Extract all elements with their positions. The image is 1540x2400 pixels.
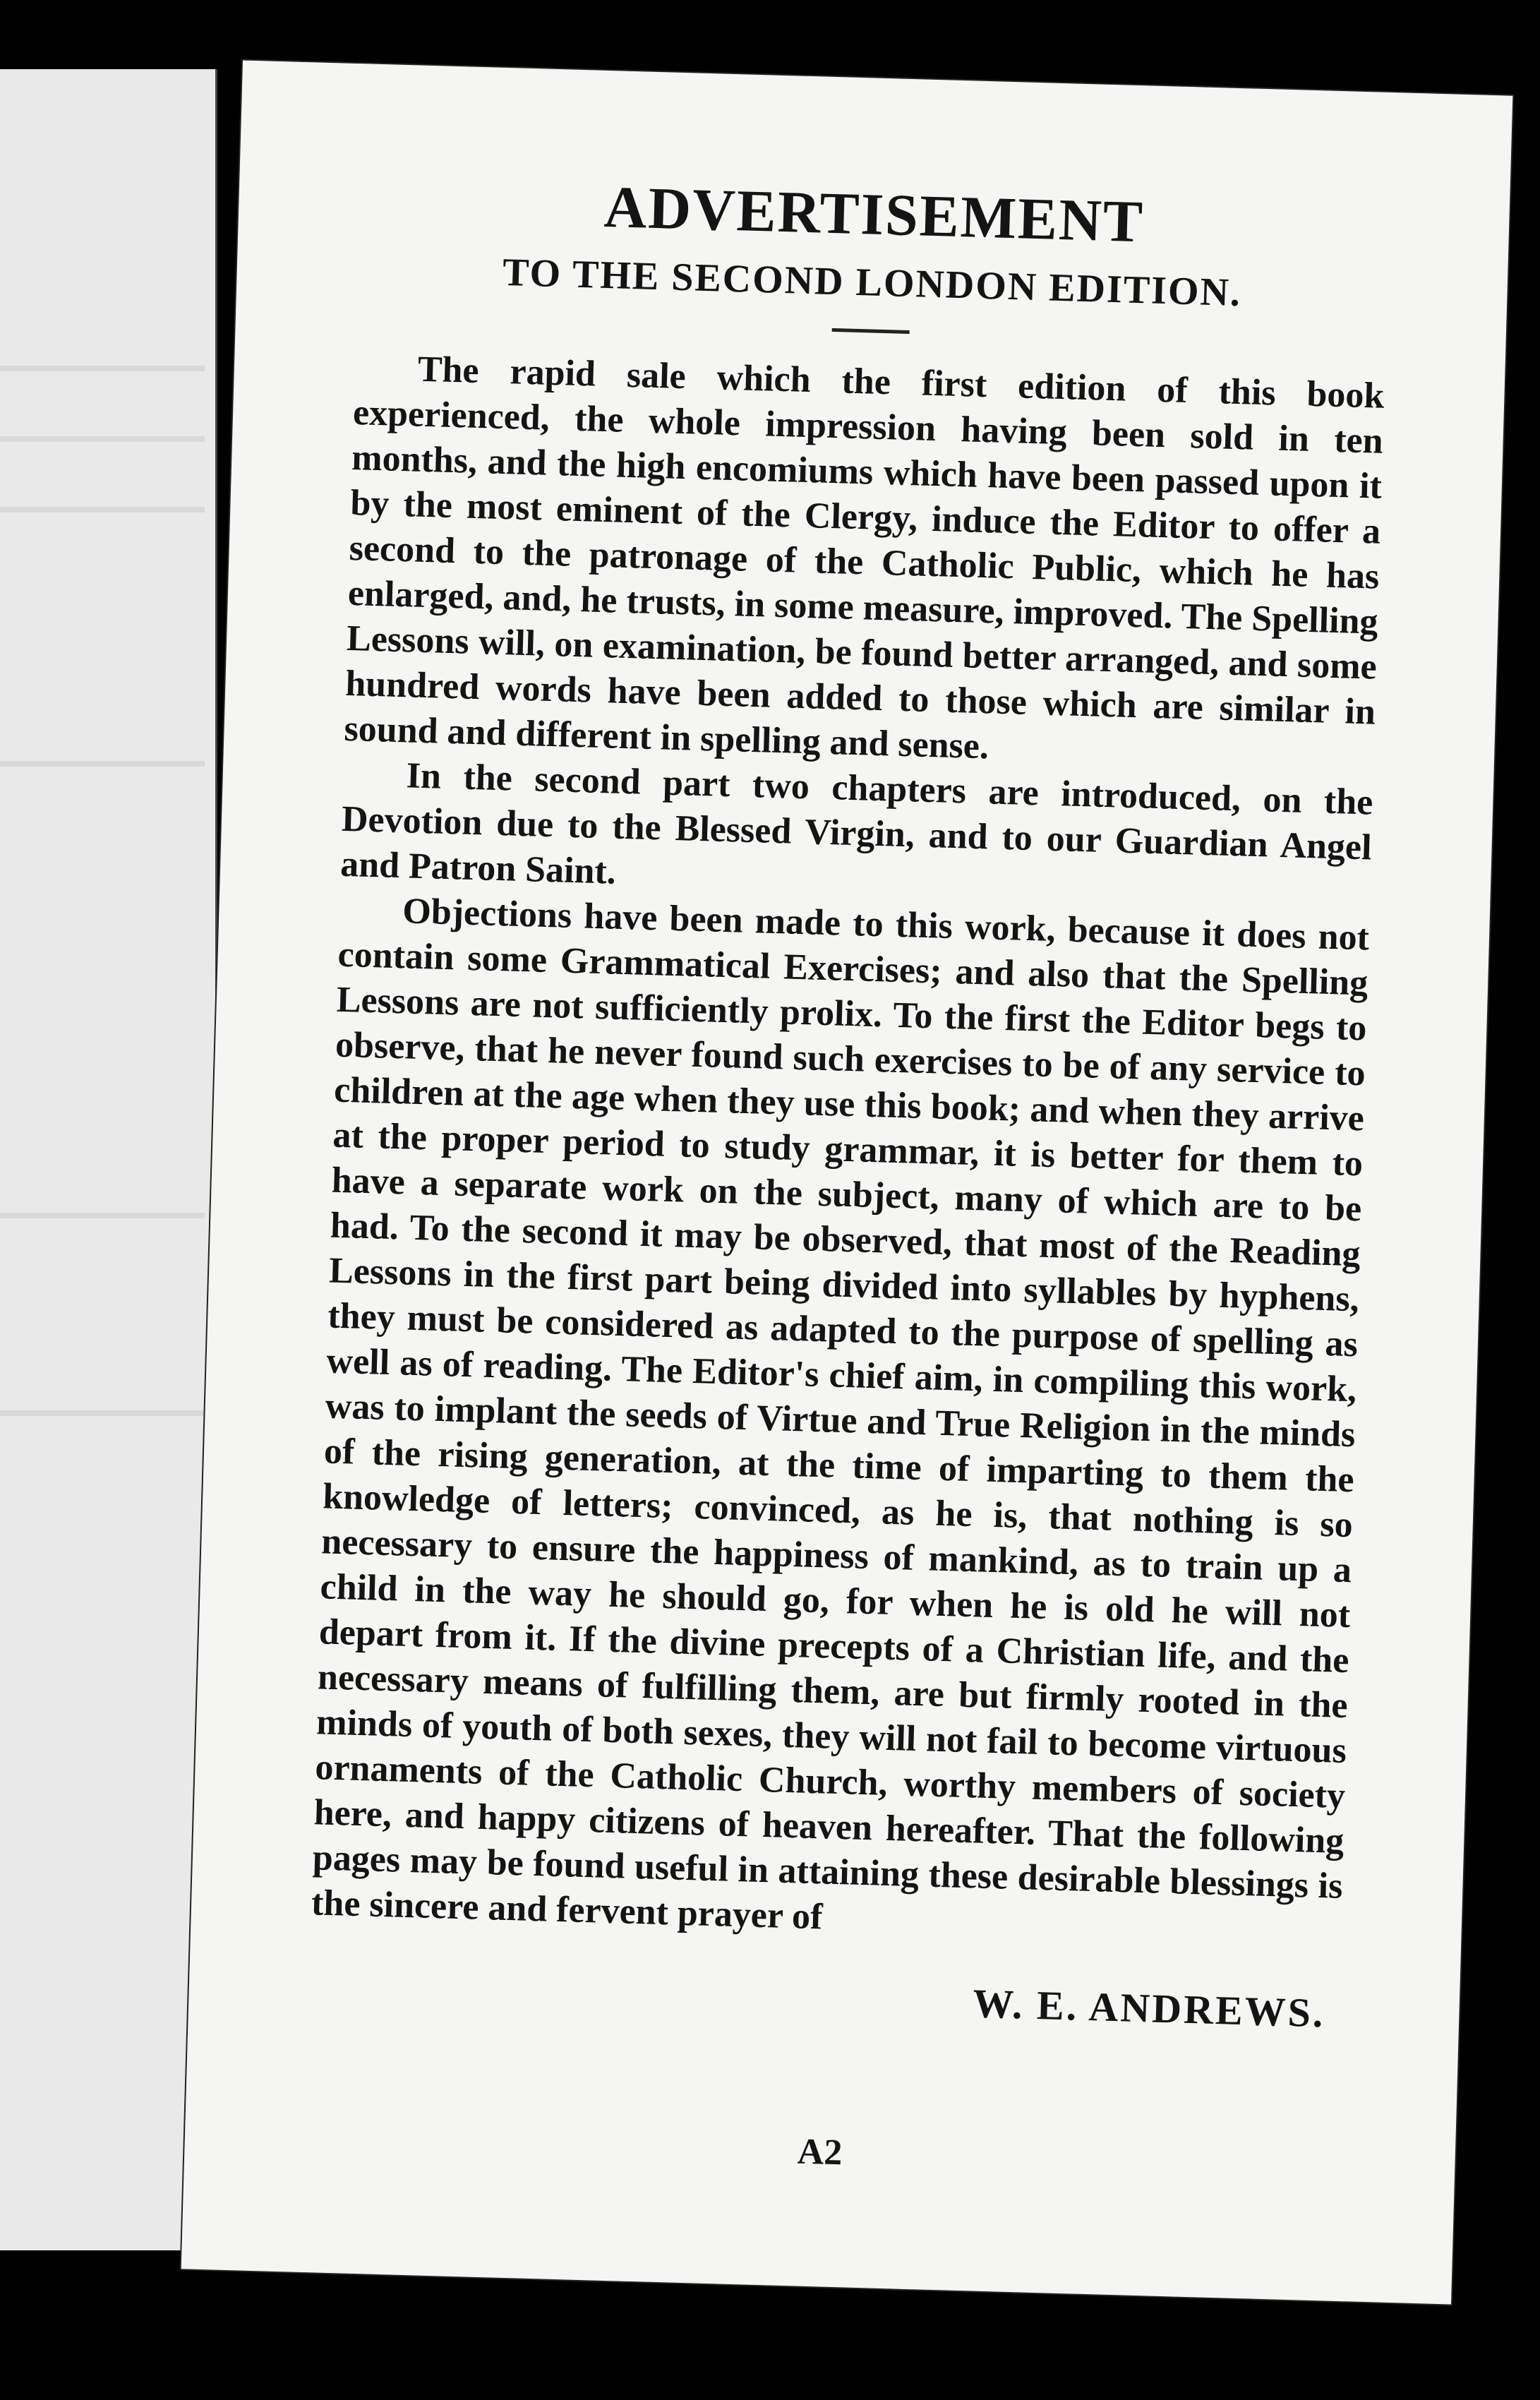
page-title: ADVERTISEMENT: [603, 174, 1145, 256]
paragraph-2: In the second part two chapters are introduced, on the Devotion due to the Blessed Virgin, and to our Guardian Angel and Patron Saint.: [339, 755, 1374, 892]
title-rule: [832, 328, 910, 334]
paragraph-3: Objections have been made to this work, because it does not contain some Grammatical Exercises; and also that the Spelling Lessons are not sufficiently prolix. To the first the Editor begs to observe, that he never found such exercises to be of any service to children at the age when they use this book; and when they arrive at the proper period to study grammar, it is better for them to have a separate work on the subject, many of which are to be had. To the second it may be observed, that most of the Reading Lessons in the first part being divided into syllables by hyphens, they must be considered as adapted to the purpose of spelling as well as of reading. The Editor's chief aim, in compiling this work, was to implant the seeds of Virtue and True Religion in the minds of the rising generation, at the time of imparting to them the knowledge of letters; convinced, as he is, that nothing is so necessary to ensure the happiness of mankind, as to train up a child in the way he should go, for when he is old he will not depart from it. If the divine precepts of a Christian life, and the necessary means of fulfilling them, are but firmly rooted in the minds of youth of both sexes, they will not fail to become virtuous ornaments of the Catholic Church, worthy members of society here, and happy citizens of heaven hereafter. That the following pages may be found useful in attaining these desirable blessings is the sincere and fervent prayer of: [311, 891, 1370, 1938]
page-subtitle: TO THE SECOND LONDON EDITION.: [502, 251, 1242, 316]
bleed-through-line: [0, 436, 205, 442]
page-content: [308, 169, 1390, 2037]
paragraph-1: The rapid sale which the first edition of this book experienced, the whole impression having been sold in ten months, and the high encomiums which have been passed upon it by the most eminent of the Clergy, induce the Editor to offer a second to the patronage of the Catholic Public, which he has enlarged, and, he trusts, in some measure, improved. The Spelling Lessons will, on examination, be found better arranged, and some hundred words have been added to those which are similar in sound and different in spelling and sense.: [343, 349, 1385, 767]
bleed-through-line: [0, 366, 205, 371]
bleed-through-line: [0, 1410, 205, 1416]
bleed-through-line: [0, 507, 205, 512]
bleed-through-line: [0, 1213, 205, 1218]
author-signature: W. E. ANDREWS.: [972, 1980, 1326, 2036]
signature-mark: A2: [797, 2131, 843, 2173]
advertisement-body: [311, 345, 1385, 1955]
bleed-through-line: [0, 761, 205, 767]
scan-border: [0, 2308, 1540, 2400]
facing-page: [0, 69, 217, 2250]
book-page: [181, 60, 1513, 2304]
